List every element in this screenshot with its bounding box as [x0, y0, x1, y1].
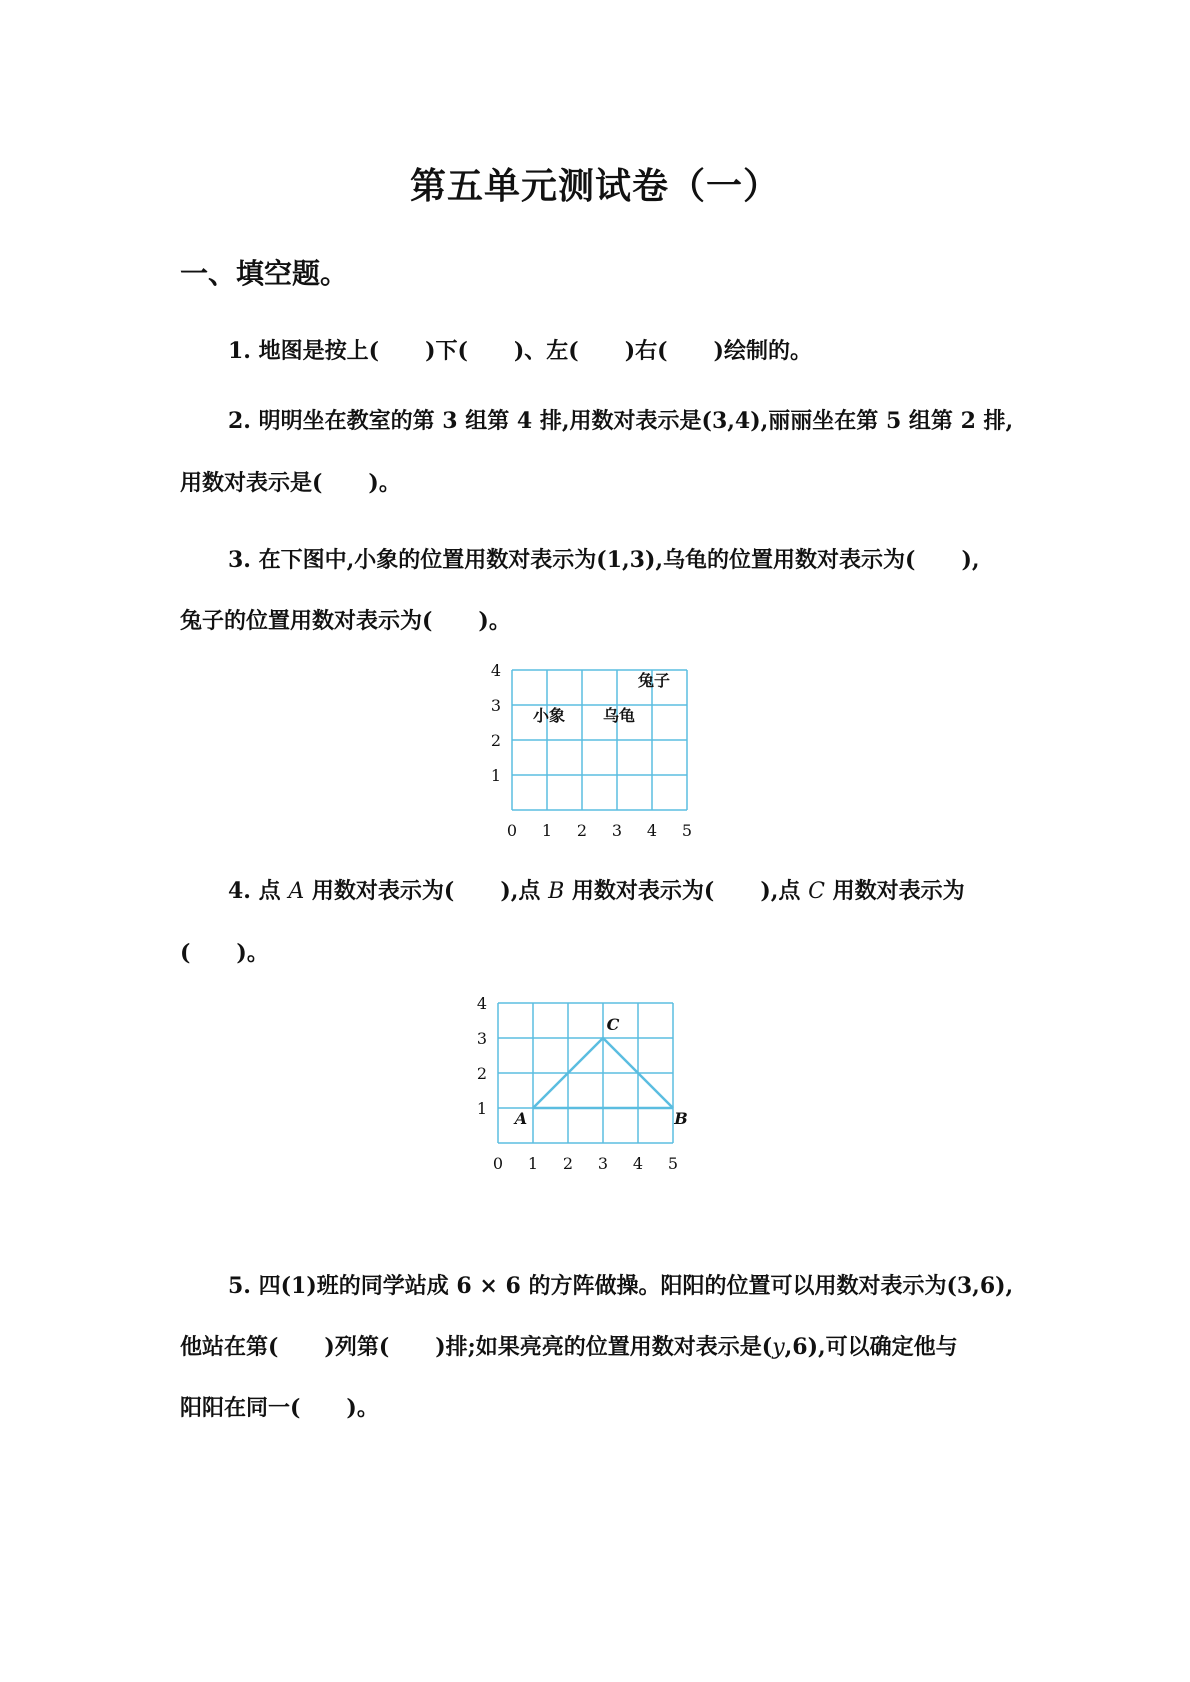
- animal-label: 小象: [532, 706, 566, 725]
- x-tick-label: 1: [527, 1154, 539, 1173]
- point-b-marker-label: B: [674, 1109, 688, 1128]
- question-number: 5.: [228, 1273, 251, 1299]
- y-tick-label: 4: [476, 995, 488, 1013]
- point-a-marker-label: A: [514, 1109, 528, 1128]
- y-tick-label: 2: [490, 731, 502, 750]
- animal-position-grid: [480, 662, 710, 842]
- question-2-line-2: 用数对表示是( )。: [180, 470, 401, 496]
- question-3-line-1: 3. 在下图中,小象的位置用数对表示为(1,3),乌龟的位置用数对表示为( ),: [228, 547, 980, 573]
- x-tick-label: 3: [611, 821, 623, 840]
- y-tick-label: 1: [490, 766, 502, 785]
- x-tick-label: 2: [576, 821, 588, 840]
- question-3-line-2: 兔子的位置用数对表示为( )。: [180, 608, 511, 634]
- point-a-label: A: [288, 879, 305, 904]
- page-title: 第五单元测试卷（一）: [409, 165, 780, 207]
- point-b-label: B: [548, 879, 565, 904]
- question-4-line-1: 4. 点 A 用数对表示为( ),点 B 用数对表示为( ),点 C 用数对表示为: [228, 878, 965, 904]
- x-tick-label: 0: [506, 821, 518, 840]
- question-number: 2.: [228, 408, 251, 434]
- question-2-line-1: 2. 明明坐在教室的第 3 组第 4 排,用数对表示是(3,4),丽丽坐在第 5 组第 2 排,: [228, 408, 1014, 434]
- question-5-line-3: 阳阳在同一( )。: [180, 1395, 379, 1421]
- y-tick-label: 1: [476, 1099, 488, 1118]
- animal-label: 兔子: [637, 671, 671, 690]
- question-number: 3.: [228, 547, 251, 573]
- question-number: 4.: [228, 878, 251, 904]
- question-5-line-1: 5. 四(1)班的同学站成 6 × 6 的方阵做操。阳阳的位置可以用数对表示为(3,6),: [228, 1273, 1014, 1299]
- x-tick-label: 2: [562, 1154, 574, 1173]
- triangle-grid: [466, 995, 726, 1175]
- x-tick-label: 4: [646, 821, 658, 840]
- animal-label: 乌龟: [602, 706, 636, 725]
- section-heading: 一、填空题。: [180, 257, 349, 290]
- y-tick-label: 4: [490, 662, 502, 680]
- y-tick-label: 3: [490, 696, 502, 715]
- question-4-line-2: ( )。: [180, 940, 269, 966]
- x-tick-label: 1: [541, 821, 553, 840]
- point-c-marker-label: C: [606, 1015, 620, 1034]
- y-tick-label: 3: [476, 1029, 488, 1048]
- question-1: 1. 地图是按上( )下( )、左( )右( )绘制的。: [228, 338, 812, 364]
- question-5-line-2: 他站在第( )列第( )排;如果亮亮的位置用数对表示是(y,6),可以确定他与: [180, 1334, 958, 1360]
- point-c-label: C: [808, 879, 825, 904]
- x-tick-label: 3: [597, 1154, 609, 1173]
- x-tick-label: 0: [492, 1154, 504, 1173]
- x-tick-label: 5: [667, 1154, 679, 1173]
- x-tick-label: 4: [632, 1154, 644, 1173]
- y-tick-label: 2: [476, 1064, 488, 1083]
- variable-y: y: [772, 1335, 785, 1360]
- question-number: 1.: [228, 338, 251, 364]
- x-tick-label: 5: [681, 821, 693, 840]
